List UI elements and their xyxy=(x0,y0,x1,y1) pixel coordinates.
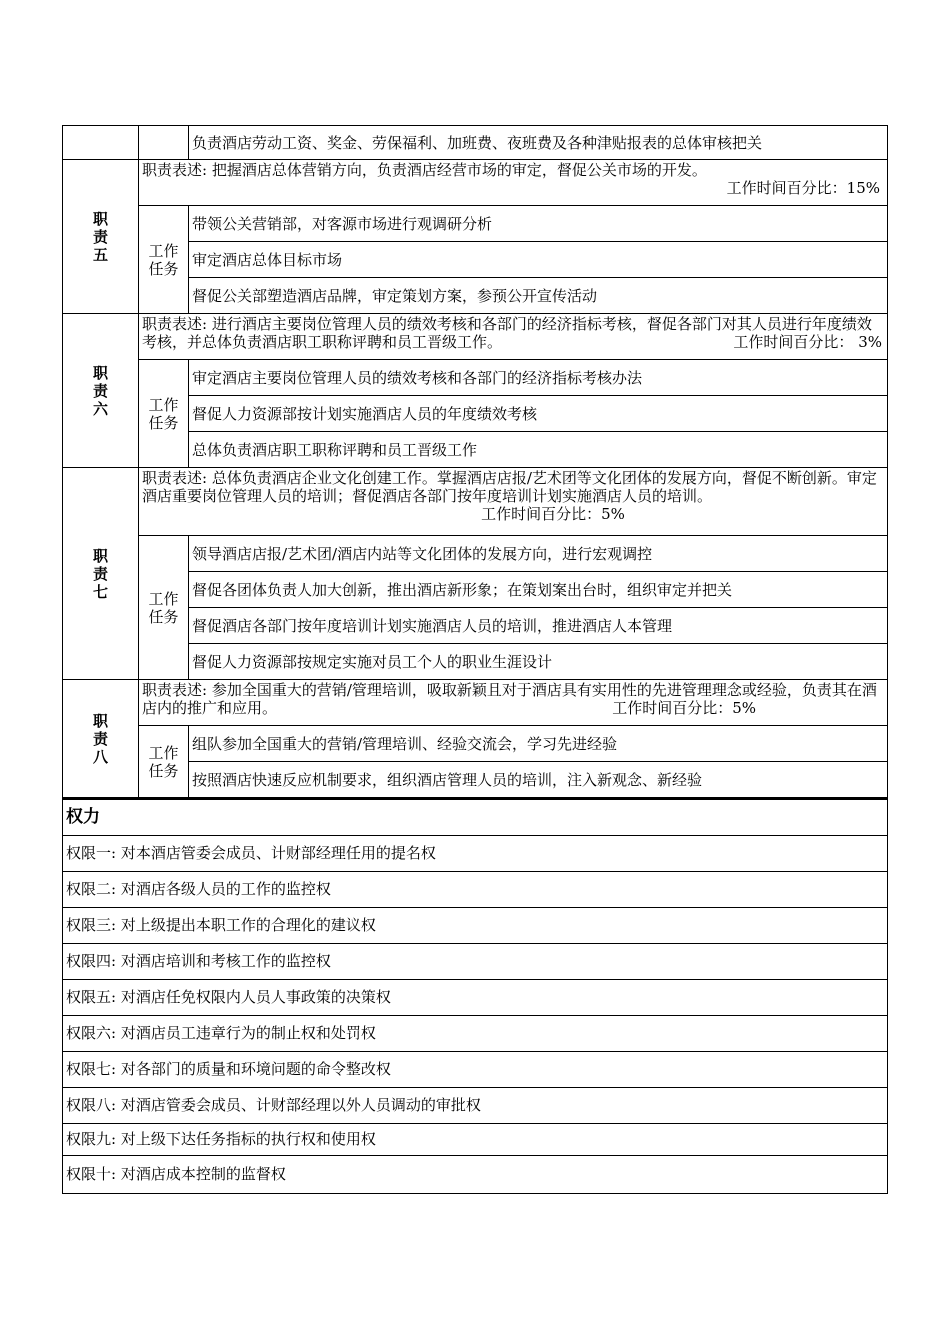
right-item: 权限四: 对酒店培训和考核工作的监控权 xyxy=(63,943,888,979)
table-row xyxy=(63,943,888,979)
right-item: 权限三: 对上级提出本职工作的合理化的建议权 xyxy=(63,907,888,943)
duty-label: 职 责 六 xyxy=(63,314,139,468)
task-item: 审定酒店主要岗位管理人员的绩效考核和各部门的经济指标考核办法 xyxy=(189,360,888,396)
table-row xyxy=(63,799,888,835)
table-row xyxy=(63,1123,888,1155)
table-row xyxy=(63,1051,888,1087)
task-item: 督促人力资源部按计划实施酒店人员的年度绩效考核 xyxy=(189,396,888,432)
right-item: 权限六: 对酒店员工违章行为的制止权和处罚权 xyxy=(63,1015,888,1051)
duty-description: 职责表述: 进行酒店主要岗位管理人员的绩效考核和各部门的经济指标考核，督促各部门对其人员进行年度绩效考核，并总体负责酒店职工职称评聘和员工晋级工作。 工作时间百分比： 3% xyxy=(139,314,888,360)
task-item: 督促公关部塑造酒店品牌，审定策划方案，参预公开宣传活动 xyxy=(189,278,888,314)
table-row xyxy=(63,680,888,726)
table-row xyxy=(63,160,888,206)
task-item: 负责酒店劳动工资、奖金、劳保福利、加班费、夜班费及各种津贴报表的总体审核把关 xyxy=(189,126,888,160)
table-row xyxy=(63,1087,888,1123)
table-row xyxy=(63,536,888,572)
document-page xyxy=(62,125,888,1194)
rights-table xyxy=(62,798,888,1194)
task-label: 工作 任务 xyxy=(139,726,189,798)
right-item: 权限七: 对各部门的质量和环境问题的命令整改权 xyxy=(63,1051,888,1087)
task-item: 带领公关营销部，对客源市场进行观调研分析 xyxy=(189,206,888,242)
table-row xyxy=(63,726,888,762)
duty-description: 职责表述: 把握酒店总体营销方向，负责酒店经营市场的审定，督促公关市场的开发。 工作时间百分比：15% xyxy=(139,160,888,206)
duty-label: 职 责 五 xyxy=(63,160,139,314)
task-item: 总体负责酒店职工职称评聘和员工晋级工作 xyxy=(189,432,888,468)
duty-description: 职责表述: 总体负责酒店企业文化创建工作。掌握酒店店报/艺术团等文化团体的发展方向，督促不断创新。审定酒店重要岗位管理人员的培训；督促酒店各部门按年度培训计划实施酒店人员的培训。 工作时间百分比：5% xyxy=(139,468,888,536)
task-item: 督促各团体负责人加大创新，推出酒店新形象；在策划案出台时，组织审定并把关 xyxy=(189,572,888,608)
duty-description: 职责表述: 参加全国重大的营销/管理培训，吸取新颖且对于酒店具有实用性的先进管理理念或经验，负责其在酒店内的推广和应用。 工作时间百分比：5% xyxy=(139,680,888,726)
table-row xyxy=(63,468,888,536)
task-item: 按照酒店快速反应机制要求，组织酒店管理人员的培训，注入新观念、新经验 xyxy=(189,762,888,798)
right-item: 权限五: 对酒店任免权限内人员人事政策的决策权 xyxy=(63,979,888,1015)
time-percentage: 工作时间百分比： 3% xyxy=(733,333,882,351)
right-item: 权限十: 对酒店成本控制的监督权 xyxy=(63,1155,888,1193)
task-item: 组队参加全国重大的营销/管理培训、经验交流会，学习先进经验 xyxy=(189,726,888,762)
task-label: 工作 任务 xyxy=(139,536,189,680)
table-row xyxy=(63,314,888,360)
table-row xyxy=(63,871,888,907)
duty-label: 职 责 八 xyxy=(63,680,139,798)
table-row xyxy=(63,1015,888,1051)
empty-cell xyxy=(63,126,139,160)
table-row xyxy=(63,835,888,871)
right-item: 权限九: 对上级下达任务指标的执行权和使用权 xyxy=(63,1123,888,1155)
time-percentage: 工作时间百分比：5% xyxy=(481,505,625,523)
table-row xyxy=(63,126,888,160)
task-item: 审定酒店总体目标市场 xyxy=(189,242,888,278)
table-row xyxy=(63,1155,888,1193)
task-label: 工作 任务 xyxy=(139,360,189,468)
task-item: 督促酒店各部门按年度培训计划实施酒店人员的培训，推进酒店人本管理 xyxy=(189,608,888,644)
task-label: 工作 任务 xyxy=(139,206,189,314)
task-item: 领导酒店店报/艺术团/酒店内站等文化团体的发展方向，进行宏观调控 xyxy=(189,536,888,572)
empty-cell xyxy=(139,126,189,160)
task-item: 督促人力资源部按规定实施对员工个人的职业生涯设计 xyxy=(189,644,888,680)
right-item: 权限一: 对本酒店管委会成员、计财部经理任用的提名权 xyxy=(63,835,888,871)
table-row xyxy=(63,979,888,1015)
table-row xyxy=(63,206,888,242)
rights-title: 权力 xyxy=(63,799,888,835)
table-row xyxy=(63,360,888,396)
time-percentage: 工作时间百分比：5% xyxy=(612,699,756,717)
time-percentage: 工作时间百分比：15% xyxy=(726,179,880,197)
table-row xyxy=(63,907,888,943)
duty-label: 职 责 七 xyxy=(63,468,139,680)
duties-table xyxy=(62,125,888,798)
right-item: 权限二: 对酒店各级人员的工作的监控权 xyxy=(63,871,888,907)
right-item: 权限八: 对酒店管委会成员、计财部经理以外人员调动的审批权 xyxy=(63,1087,888,1123)
